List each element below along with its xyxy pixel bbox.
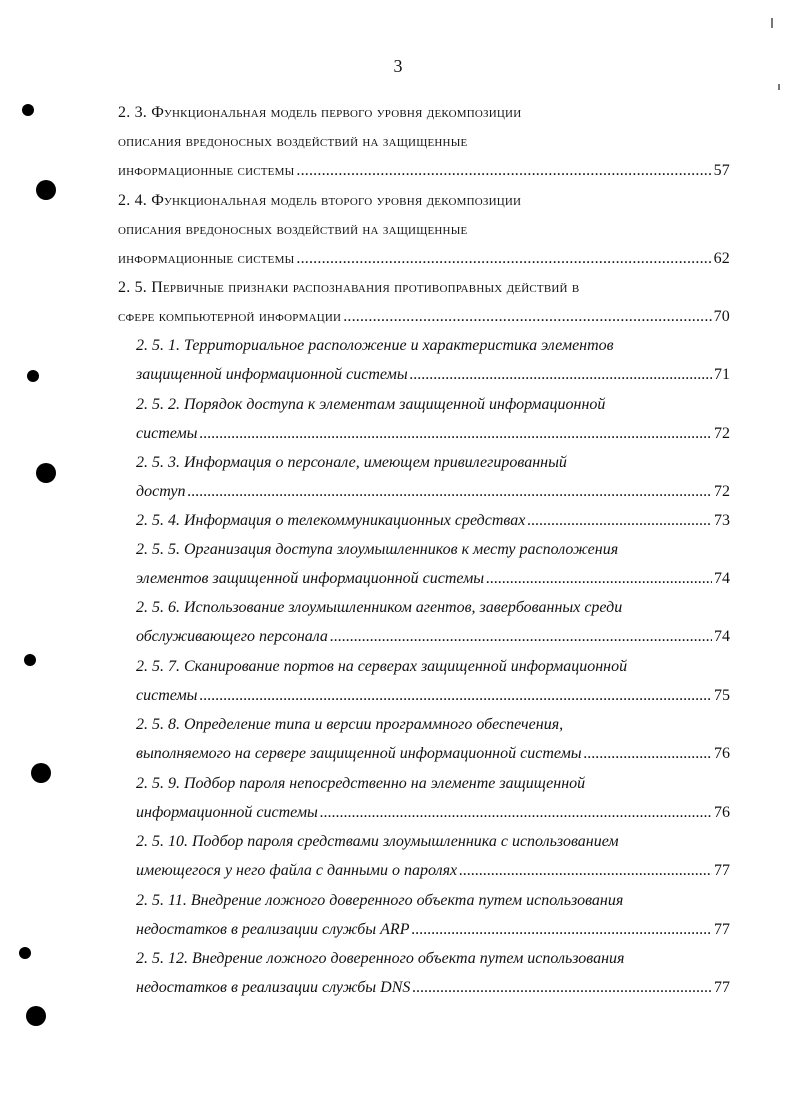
dot-leader: [412, 975, 712, 1001]
toc-entry-line: 2. 5. 1. Территориальное расположение и характеристика элементов: [136, 337, 614, 354]
scan-speck: [771, 18, 773, 28]
toc-entry-line: описания вредоносных воздействий на защищенные: [118, 133, 468, 150]
toc-page-number: 74: [714, 570, 730, 587]
dot-leader: [459, 858, 712, 884]
toc-entry-line: 2. 5. 3. Информация о персонале, имеющем привилегированный: [136, 454, 567, 471]
toc-page-number: 77: [714, 862, 730, 879]
toc-entry-line: 2. 4. Функциональная модель второго уровня декомпозиции: [118, 192, 522, 209]
dot-leader: [411, 917, 712, 943]
toc-page-number: 77: [714, 921, 730, 938]
toc-page-number: 76: [714, 745, 730, 762]
toc-page-number: 71: [714, 366, 730, 383]
binder-hole: [26, 1006, 46, 1026]
binder-hole: [27, 370, 39, 382]
binder-hole: [36, 180, 56, 200]
toc-page-number: 72: [714, 483, 730, 500]
dot-leader: [200, 683, 712, 709]
toc-entry-line: информационные системы: [118, 162, 295, 179]
toc-entry-line: 2. 5. 11. Внедрение ложного доверенного объекта путем использования: [136, 892, 624, 909]
toc-entry-line: информационной системы: [136, 804, 318, 821]
toc-page-number: 72: [714, 425, 730, 442]
toc-entry-line: 2. 5. 8. Определение типа и версии программного обеспечения,: [136, 716, 564, 733]
toc-page-number: 76: [714, 804, 730, 821]
dot-leader: [320, 800, 712, 826]
toc-entry-line: 2. 5. 4. Информация о телекоммуникационных средствах: [136, 512, 526, 529]
binder-hole: [22, 104, 34, 116]
toc-entry-line: 2. 5. 9. Подбор пароля непосредственно на элементе защищенной: [136, 775, 586, 792]
page-number: 3: [393, 56, 403, 76]
toc-entry-line: информационные системы: [118, 250, 295, 267]
toc-entry-line: 2. 3. Функциональная модель первого уровня декомпозиции: [118, 104, 522, 121]
toc-entry-line: недостатков в реализации службы ARP: [136, 921, 410, 938]
binder-hole: [19, 947, 31, 959]
scan-speck: [778, 84, 780, 90]
dot-leader: [584, 741, 712, 767]
binder-hole: [24, 654, 36, 666]
toc-page-number: 74: [714, 628, 730, 645]
toc-entry-line: 2. 5. 10. Подбор пароля средствами злоумышленника с использованием: [136, 833, 619, 850]
toc-entry-line: доступ: [136, 483, 186, 500]
binder-hole: [36, 463, 56, 483]
dot-leader: [187, 479, 712, 505]
toc-entry-line: защищенной информационной системы: [136, 366, 408, 383]
toc-entry-line: 2. 5. Первичные признаки распознавания противоправных действий в: [118, 279, 580, 296]
toc-page-number: 75: [714, 687, 730, 704]
dot-leader: [296, 158, 711, 184]
toc-page-number: 62: [713, 250, 730, 267]
toc-page-number: 73: [714, 512, 730, 529]
toc-entry-line: 2. 5. 7. Сканирование портов на серверах защищенной информационной: [136, 658, 628, 675]
dot-leader: [486, 566, 712, 592]
dot-leader: [527, 508, 712, 534]
toc-entry-line: системы: [136, 687, 198, 704]
dot-leader: [343, 304, 711, 330]
binder-hole: [31, 763, 51, 783]
toc-entry-line: сфере компьютерной информации: [118, 308, 342, 325]
toc-entry-line: описания вредоносных воздействий на защищенные: [118, 221, 468, 238]
toc-page-number: 77: [714, 979, 730, 996]
dot-leader: [296, 246, 711, 272]
toc-entry-line: 2. 5. 2. Порядок доступа к элементам защищенной информационной: [136, 396, 606, 413]
dot-leader: [330, 624, 712, 650]
toc-entry-line: недостатков в реализации службы DNS: [136, 979, 411, 996]
toc-entry-line: 2. 5. 6. Использование злоумышленником агентов, завербованных среди: [136, 599, 623, 616]
toc-entry-line: элементов защищенной информационной системы: [136, 570, 485, 587]
dot-leader: [200, 421, 712, 447]
toc-entry-line: системы: [136, 425, 198, 442]
dot-leader: [410, 362, 712, 388]
toc-entry-line: обслуживающего персонала: [136, 628, 328, 645]
toc-page-number: 70: [713, 308, 730, 325]
toc-page-number: 57: [713, 162, 730, 179]
toc-entry-line: выполняемого на сервере защищенной информационной системы: [136, 745, 582, 762]
toc-entry-line: 2. 5. 5. Организация доступа злоумышленников к месту расположения: [136, 541, 619, 558]
toc-entry-line: имеющегося у него файла с данными о паролях: [136, 862, 458, 879]
toc-entry-line: 2. 5. 12. Внедрение ложного доверенного объекта путем использования: [136, 950, 625, 967]
